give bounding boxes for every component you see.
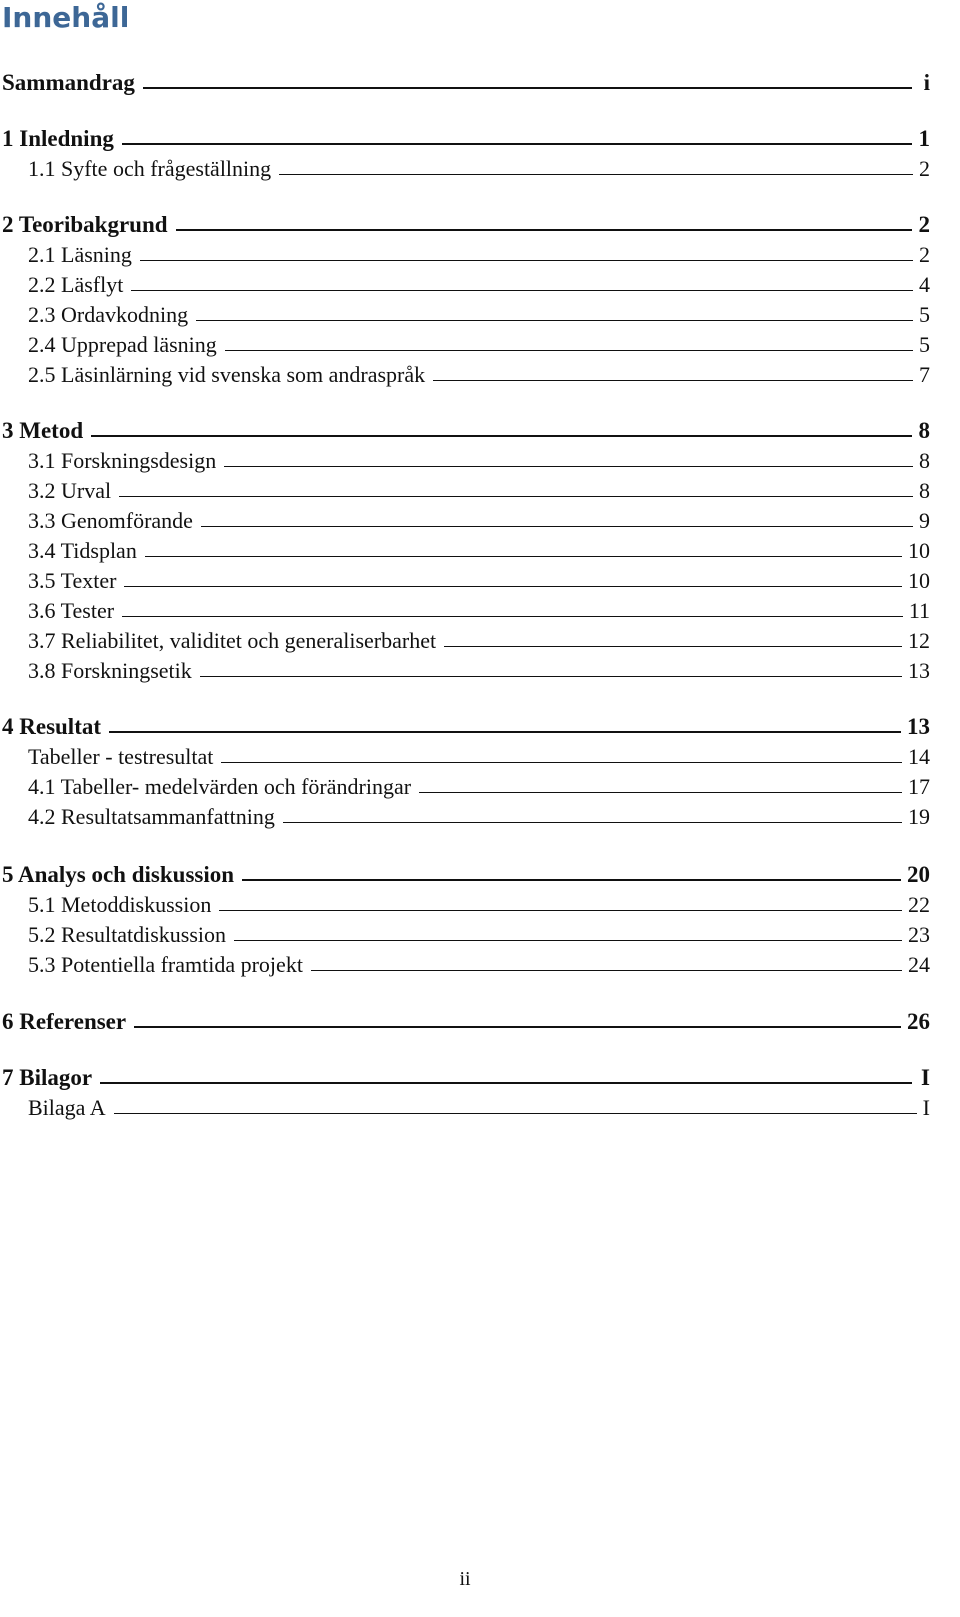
toc-leader-line [196,320,913,321]
toc-leader-line [221,762,902,763]
toc-leader-line [145,556,902,557]
toc-leader-line [114,1113,917,1114]
toc-entry-page: 7 [919,362,930,387]
toc-entry-page: 24 [908,952,930,977]
toc-chapter-entry[interactable] [2,1005,930,1035]
toc-entry-page: 20 [907,862,930,887]
toc-entry-title: 2.4 Upprepad läsning [28,332,217,357]
toc-chapter-entry[interactable] [2,1061,930,1091]
toc-entry-page: 8 [918,418,930,443]
toc-entry-title: 3.7 Reliabilitet, validitet och generaliserbarhet [28,628,437,653]
toc-leader-line [143,87,912,89]
toc-chapter-entry[interactable] [2,208,930,238]
toc-chapter-entry[interactable] [2,858,930,888]
toc-section-entry[interactable] [28,888,930,918]
toc-entry-title: 3 Metod [2,418,84,443]
toc-entry-page: 17 [908,774,930,799]
toc-section-entry[interactable] [28,654,930,684]
toc-entry-title: Bilaga A [28,1095,106,1120]
toc-entry-title: 2.1 Läsning [28,242,132,267]
toc-section-entry[interactable] [28,298,930,328]
toc-entry-title: 3.5 Texter [28,568,117,593]
toc-leader-line [109,731,901,733]
toc-entry-page: 8 [919,478,930,503]
toc-entry-page: I [921,1065,930,1090]
toc-leader-line [122,143,912,145]
toc-entry-title: 3.1 Forskningsdesign [28,448,217,473]
toc-section-entry[interactable] [28,268,930,298]
toc-entry-page: I [922,1095,930,1120]
toc-section-entry[interactable] [28,948,930,978]
toc-leader-line [242,879,901,881]
toc-entry-title: 4 Resultat [2,714,102,739]
toc-entry-title: 2.5 Läsinlärning vid svenska som andraspråk [28,362,426,387]
toc-entry-title: Sammandrag [2,70,135,95]
toc-entry-title: 5 Analys och diskussion [2,862,235,887]
toc-leader-line [100,1082,912,1084]
toc-entry-title: 2.3 Ordavkodning [28,302,189,327]
toc-entry-page: 8 [919,448,930,473]
toc-entry-page: 2 [919,242,930,267]
toc-leader-line [225,350,913,351]
toc-entry-page: 23 [908,922,930,947]
toc-leader-line [131,290,913,291]
toc-entry-title: 3.3 Genomförande [28,508,193,533]
toc-entry-title: 4.1 Tabeller- medelvärden och förändringar [28,774,412,799]
toc-section-entry[interactable] [28,740,930,770]
toc-leader-line [279,174,913,175]
toc-entry-title: 2 Teoribakgrund [2,212,168,237]
toc-section-entry[interactable] [28,474,930,504]
toc-leader-line [283,822,902,823]
toc-section-entry[interactable] [28,624,930,654]
toc-entry-title: 5.1 Metoddiskussion [28,892,212,917]
toc-leader-line [311,970,902,971]
toc-section-entry[interactable] [28,770,930,800]
toc-entry-page: 4 [919,272,930,297]
toc-entry-page: 5 [919,302,930,327]
toc-entry-title: 3.6 Tester [28,598,115,623]
page-title: Innehåll [2,1,130,34]
toc-leader-line [124,586,902,587]
toc-entry-page: 26 [907,1009,930,1034]
toc-chapter-entry[interactable] [2,122,930,152]
page-number: ii [459,1568,471,1590]
toc-entry-page: i [923,70,930,95]
toc-leader-line [91,435,912,437]
toc-entry-page: 2 [919,156,930,181]
toc-entry-page: 9 [919,508,930,533]
toc-entry-page: 14 [908,744,930,769]
toc-entry-title: 7 Bilagor [2,1065,93,1090]
toc-section-entry[interactable] [28,800,930,830]
toc-leader-line [444,646,902,647]
toc-entry-page: 5 [919,332,930,357]
toc-section-entry[interactable] [28,918,930,948]
toc-entry-title: 4.2 Resultatsammanfattning [28,804,275,829]
toc-leader-line [176,229,912,231]
toc-entry-page: 2 [918,212,930,237]
toc-section-entry[interactable] [28,504,930,534]
toc-chapter-entry[interactable] [2,414,930,444]
toc-section-entry[interactable] [28,152,930,182]
toc-entry-title: 3.2 Urval [28,478,112,503]
toc-section-entry[interactable] [28,328,930,358]
toc-section-entry[interactable] [28,534,930,564]
toc-entry-title: 3.8 Forskningsetik [28,658,192,683]
toc-entry-title: 5.3 Potentiella framtida projekt [28,952,303,977]
toc-entry-page: 12 [908,628,930,653]
toc-entry-title: 1.1 Syfte och frågeställning [28,156,272,181]
toc-section-entry[interactable] [28,444,930,474]
toc-leader-line [234,940,902,941]
toc-entry-page: 10 [908,538,930,563]
toc-entry-title: 2.2 Läsflyt [28,272,124,297]
toc-section-entry[interactable] [28,1091,930,1121]
toc-entry-page: 1 [918,126,930,151]
toc-entry-page: 13 [907,714,930,739]
toc-leader-line [119,496,913,497]
toc-leader-line [200,676,902,677]
toc-chapter-entry[interactable] [2,710,930,740]
toc-entry-title: 1 Inledning [2,126,114,151]
toc-leader-line [433,380,913,381]
toc-leader-line [122,616,903,617]
toc-chapter-entry[interactable] [2,66,930,96]
toc-entry-page: 11 [908,598,930,623]
toc-leader-line [219,910,902,911]
toc-section-entry[interactable] [28,238,930,268]
toc-section-entry[interactable] [28,358,930,388]
toc-leader-line [134,1026,901,1028]
toc-section-entry[interactable] [28,594,930,624]
toc-section-entry[interactable] [28,564,930,594]
toc-entry-title: 3.4 Tidsplan [28,538,137,563]
toc-leader-line [224,466,913,467]
toc-entry-page: 10 [908,568,930,593]
toc-entry-title: Tabeller - testresultat [28,744,214,769]
toc-leader-line [201,526,913,527]
toc-leader-line [419,792,902,793]
toc-leader-line [140,260,913,261]
toc-entry-title: 6 Referenser [2,1009,127,1034]
toc-entry-page: 19 [908,804,930,829]
toc-entry-title: 5.2 Resultatdiskussion [28,922,227,947]
toc-entry-page: 22 [908,892,930,917]
toc-entry-page: 13 [908,658,930,683]
